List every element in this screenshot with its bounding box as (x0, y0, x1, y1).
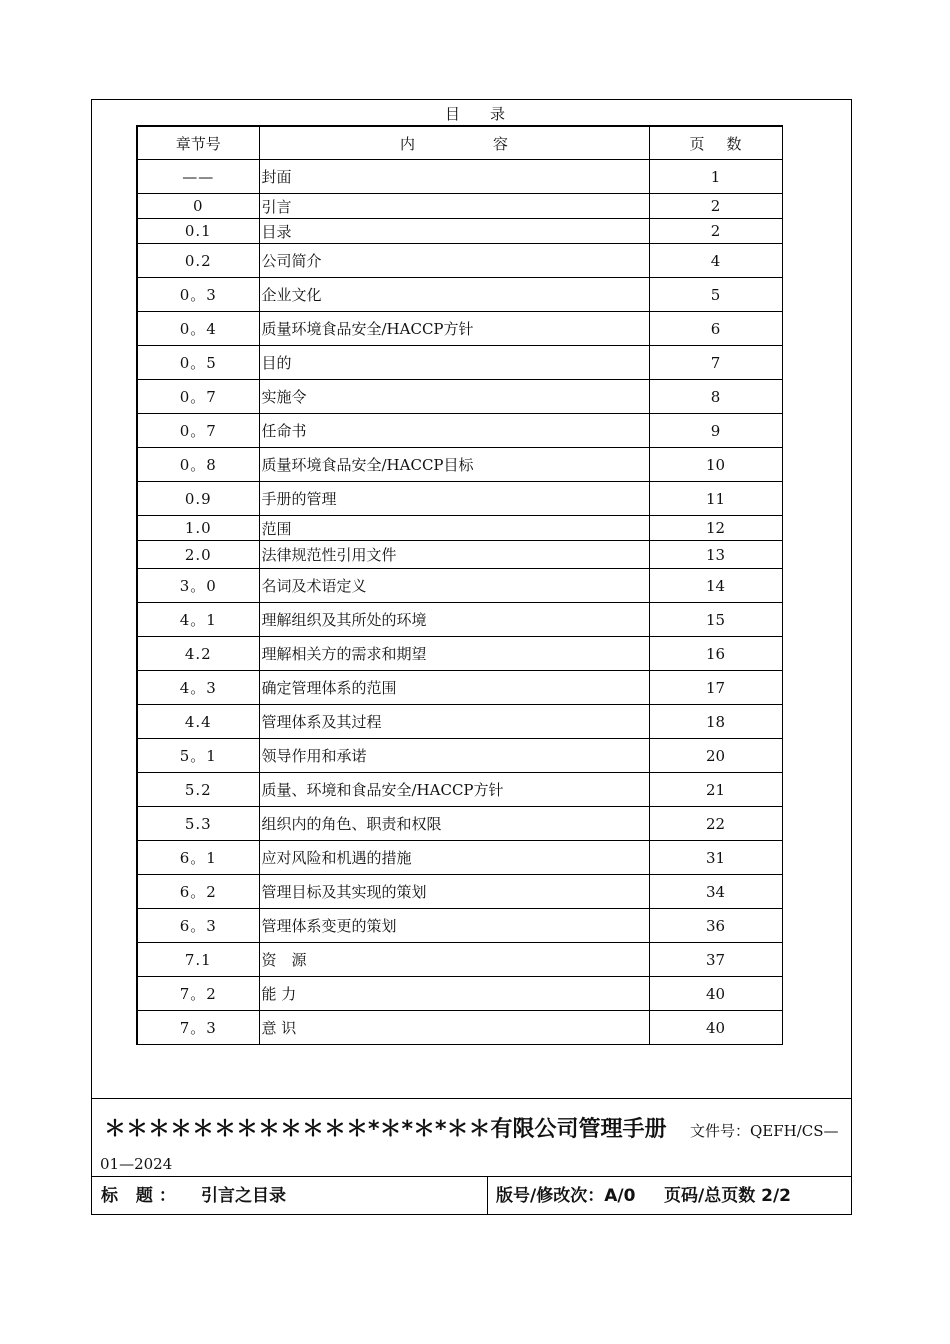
chapter-number: 7。3 (137, 1011, 259, 1045)
toc-row (137, 875, 782, 909)
section-title: 法律规范性引用文件 (259, 541, 649, 569)
chapter-number: 5。1 (137, 739, 259, 773)
page-number: 22 (649, 807, 782, 841)
page-number: 15 (649, 603, 782, 637)
toc-row (137, 244, 782, 278)
toc-body (137, 160, 782, 1045)
footer-column-divider (487, 1177, 488, 1215)
chapter-number: —— (137, 160, 259, 194)
toc-row (137, 909, 782, 943)
page-number: 11 (649, 482, 782, 516)
toc-row (137, 807, 782, 841)
section-title: 目的 (259, 346, 649, 380)
section-title: 封面 (259, 160, 649, 194)
toc-title: 目录 (444, 105, 535, 123)
page-number: 1 (649, 160, 782, 194)
header-pages-label: 页数 (689, 134, 764, 153)
chapter-number: 7.1 (137, 943, 259, 977)
chapter-number: 0。7 (137, 414, 259, 448)
chapter-number: 4.4 (137, 705, 259, 739)
section-title: 任命书 (259, 414, 649, 448)
toc-row (137, 637, 782, 671)
toc-row (137, 194, 782, 219)
header-content-label: 内容 (399, 134, 586, 153)
page-number: 21 (649, 773, 782, 807)
chapter-number: 0.2 (137, 244, 259, 278)
section-title: 资 源 (259, 943, 649, 977)
chapter-number: 0。3 (137, 278, 259, 312)
page-number: 2 (649, 219, 782, 244)
section-title: 手册的管理 (259, 482, 649, 516)
section-title: 理解组织及其所处的环境 (259, 603, 649, 637)
page-number: 13 (649, 541, 782, 569)
page-number: 31 (649, 841, 782, 875)
toc-row (137, 569, 782, 603)
chapter-number: 0。4 (137, 312, 259, 346)
toc-row (137, 346, 782, 380)
toc-row (137, 705, 782, 739)
section-title: 理解相关方的需求和期望 (259, 637, 649, 671)
section-title: 目录 (259, 219, 649, 244)
page-number: 4 (649, 244, 782, 278)
toc-row (137, 160, 782, 194)
chapter-number: 0.9 (137, 482, 259, 516)
company-manual-title: ＊＊＊＊＊＊＊＊＊＊＊＊*＊*＊*＊＊有限公司管理手册 (104, 1117, 667, 1142)
section-title: 管理体系及其过程 (259, 705, 649, 739)
section-title: 管理体系变更的策划 (259, 909, 649, 943)
chapter-number: 7。2 (137, 977, 259, 1011)
toc-row (137, 739, 782, 773)
page-number: 12 (649, 516, 782, 541)
chapter-number: 4.2 (137, 637, 259, 671)
section-title: 企业文化 (259, 278, 649, 312)
section-title: 实施令 (259, 380, 649, 414)
toc-row (137, 516, 782, 541)
section-title: 应对风险和机遇的措施 (259, 841, 649, 875)
section-title: 意 识 (259, 1011, 649, 1045)
page-number: 18 (649, 705, 782, 739)
toc-row (137, 603, 782, 637)
section-title: 范围 (259, 516, 649, 541)
toc-row (137, 1011, 782, 1045)
toc-row (137, 943, 782, 977)
document-number-continued: 01—2024 (100, 1155, 173, 1173)
footer-divider-middle (91, 1176, 852, 1177)
section-title: 质量、环境和食品安全/HACCP方针 (259, 773, 649, 807)
chapter-number: 4。1 (137, 603, 259, 637)
toc-row (137, 414, 782, 448)
header-chapter: 章节号 (137, 126, 259, 160)
toc-row (137, 541, 782, 569)
chapter-number: 2.0 (137, 541, 259, 569)
toc-header-row (137, 126, 782, 160)
section-title: 管理目标及其实现的策划 (259, 875, 649, 909)
page-number: 14 (649, 569, 782, 603)
section-title: 质量环境食品安全/HACCP方针 (259, 312, 649, 346)
page-number: 7 (649, 346, 782, 380)
section-title: 名词及术语定义 (259, 569, 649, 603)
page-number: 20 (649, 739, 782, 773)
toc-row (137, 278, 782, 312)
chapter-number: 6。2 (137, 875, 259, 909)
title-label: 标 题： (101, 1186, 182, 1206)
page-info: 页码/总页数 2/2 (664, 1186, 791, 1206)
chapter-number: 5.2 (137, 773, 259, 807)
section-title: 确定管理体系的范围 (259, 671, 649, 705)
section-title: 能 力 (259, 977, 649, 1011)
document-number: 文件号：QEFH/CS— (690, 1122, 839, 1140)
toc-row (137, 977, 782, 1011)
chapter-number: 6。3 (137, 909, 259, 943)
page-number: 17 (649, 671, 782, 705)
header-pages (649, 126, 782, 160)
title-value: 引言之目录 (201, 1186, 286, 1206)
section-title: 质量环境食品安全/HACCP目标 (259, 448, 649, 482)
chapter-number: 4。3 (137, 671, 259, 705)
toc-row (137, 671, 782, 705)
chapter-number: 0。5 (137, 346, 259, 380)
chapter-number: 0 (137, 194, 259, 219)
footer-divider-top (91, 1098, 852, 1099)
section-title: 公司简介 (259, 244, 649, 278)
toc-row (137, 482, 782, 516)
toc-row (137, 841, 782, 875)
chapter-number: 0。7 (137, 380, 259, 414)
page-number: 9 (649, 414, 782, 448)
page-number: 8 (649, 380, 782, 414)
page-number: 34 (649, 875, 782, 909)
toc-row (137, 380, 782, 414)
page-number: 36 (649, 909, 782, 943)
page-number: 2 (649, 194, 782, 219)
page-number: 40 (649, 1011, 782, 1045)
section-title: 领导作用和承诺 (259, 739, 649, 773)
page-number: 6 (649, 312, 782, 346)
section-title: 组织内的角色、职责和权限 (259, 807, 649, 841)
page-number: 40 (649, 977, 782, 1011)
page-number: 16 (649, 637, 782, 671)
chapter-number: 3。0 (137, 569, 259, 603)
page-number: 10 (649, 448, 782, 482)
toc-row (137, 312, 782, 346)
version-info: 版号/修改次：A/0 (496, 1186, 636, 1206)
page-number: 37 (649, 943, 782, 977)
page-number: 5 (649, 278, 782, 312)
chapter-number: 5.3 (137, 807, 259, 841)
toc-row (137, 219, 782, 244)
chapter-number: 1.0 (137, 516, 259, 541)
toc-table (136, 125, 783, 1045)
chapter-number: 0。8 (137, 448, 259, 482)
chapter-number: 6。1 (137, 841, 259, 875)
toc-row (137, 773, 782, 807)
chapter-number: 0.1 (137, 219, 259, 244)
toc-row (137, 448, 782, 482)
section-title: 引言 (259, 194, 649, 219)
header-content (259, 126, 649, 160)
